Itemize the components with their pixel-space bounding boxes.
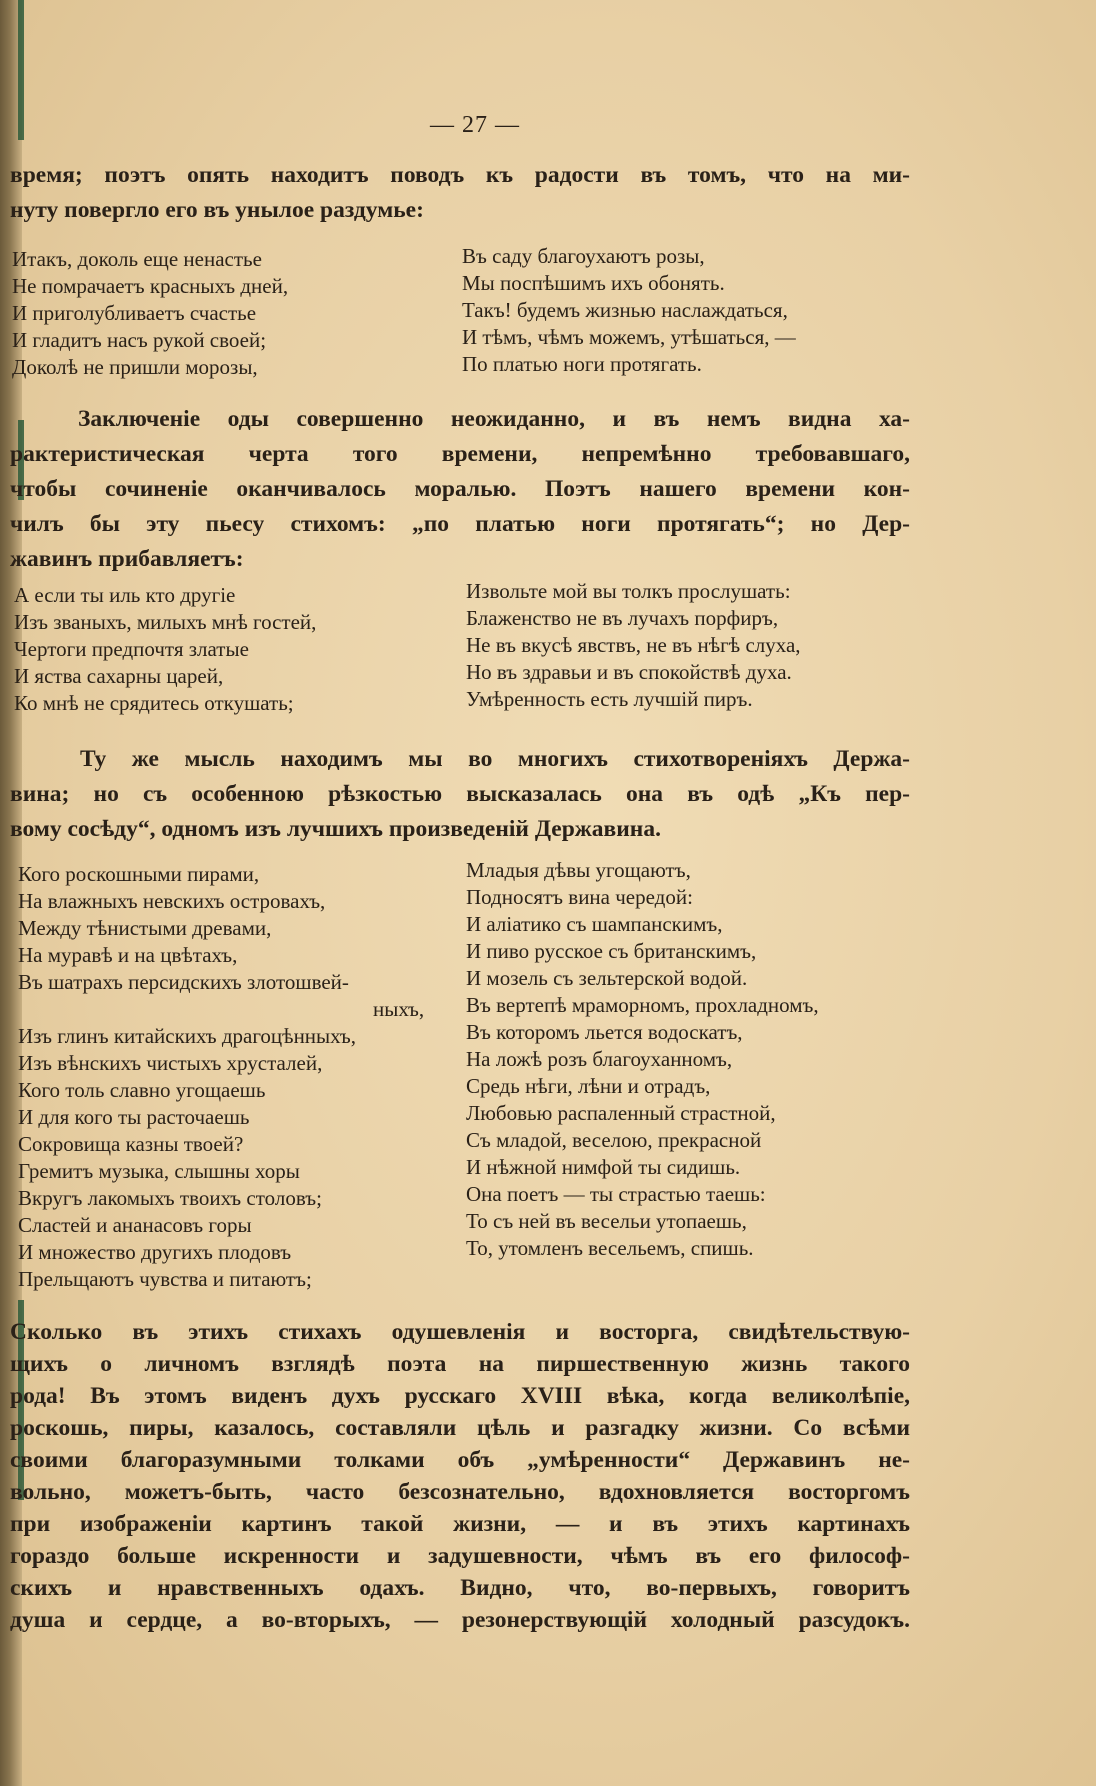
verse-line: На влажныхъ невскихъ островахъ, [18,889,326,913]
verse-line: Изъ вѣнскихъ чистыхъ хрусталей, [18,1051,323,1075]
verse-line: Между тѣнистыми древами, [18,916,272,940]
verse-line: Подносятъ вина чередой: [466,885,693,909]
text-line: рактеристическая черта того времени, непремѣнно требовавшаго, [10,441,910,467]
verse-line: И гладитъ насъ рукой своей; [12,328,267,352]
verse-line: Въ саду благоухаютъ розы, [462,244,705,268]
verse-line: Но въ здравьи и въ спокойствѣ духа. [466,660,792,684]
verse-line: Не помрачаетъ красныхъ дней, [12,274,289,298]
verse-line: Умѣренность есть лучшій пиръ. [466,687,753,711]
verse-3-left-column [18,861,424,1293]
verse-line: Чертоги предпочтя златые [14,637,249,661]
text-line: чилъ бы эту пьесу стихомъ: „по платью ноги протягать“; но Дер- [10,511,910,537]
binding-mark [18,0,24,140]
verse-line: Извольте мой вы толкъ прослушать: [466,579,791,603]
verse-line: На муравѣ и на цвѣтахъ, [18,943,238,967]
text-line: роскошь, пиры, казалось, составляли цѣль и разгадку жизни. Со всѣми [10,1415,910,1441]
verse-line: И тѣмъ, чѣмъ можемъ, утѣшаться, — [462,325,796,349]
verse-line: То, утомленъ весельемъ, спишь. [466,1236,754,1260]
text-line: время; поэтъ опять находитъ поводъ къ радости въ томъ, что на ми- [10,162,910,188]
verse-line: Младыя дѣвы угощаютъ, [466,858,691,882]
verse-2-left-column [14,582,316,717]
text-line: вольно, можетъ-быть, часто безсознательно, вдохновляется восторгомъ [10,1479,910,1505]
verse-line: Итакъ, доколь еще ненастье [12,247,262,271]
text-line: своими благоразумными толками объ „умѣренности“ Державинъ не- [10,1447,910,1473]
verse-1-left-column [12,246,288,381]
text-line: Сколько въ этихъ стихахъ одушевленія и восторга, свидѣтельствую- [10,1319,910,1345]
verse-line: Она поетъ — ты страстью таешь: [466,1182,766,1206]
verse-line: И множество другихъ плодовъ [18,1240,292,1264]
text-line: Заключеніе оды совершенно неожиданно, и въ немъ видна ха- [78,406,910,432]
text-line: скихъ и нравственныхъ одахъ. Видно, что, во-первыхъ, говоритъ [10,1575,910,1601]
paragraph-1 [10,158,910,228]
verse-line: Въ вертепѣ мраморномъ, прохладномъ, [466,993,819,1017]
verse-line: Изъ глинъ китайскихъ драгоцѣнныхъ, [18,1024,356,1048]
text-line: щихъ о личномъ взглядѣ поэта на пиршественную жизнь такого [10,1351,910,1377]
verse-line: И приголубливаетъ счастье [12,301,257,325]
verse-line: Средь нѣги, лѣни и отрадъ, [466,1074,711,1098]
verse-line: И нѣжной нимфой ты сидишь. [466,1155,741,1179]
verse-line: Въ которомъ льется водоскатъ, [466,1020,743,1044]
verse-line: Съ младой, веселою, прекрасной [466,1128,762,1152]
text-line: душа и сердце, а во-вторыхъ, — резонерствующій холодный разсудокъ. [10,1607,910,1633]
verse-2-right-column [466,578,801,713]
verse-line: Не въ вкусѣ явствъ, не въ нѣгѣ слуха, [466,633,801,657]
verse-line: И для кого ты расточаешь [18,1105,250,1129]
verse-line: А если ты иль кто другіе [14,583,236,607]
verse-line: Кого толь славно угощаешь [18,1078,266,1102]
text-line: вина; но съ особенною рѣзкостью высказалась она въ одѣ „Къ пер- [10,781,910,807]
verse-line: Ко мнѣ не срядитесь откушать; [14,691,294,715]
verse-line: Такъ! будемъ жизнью наслаждаться, [462,298,788,322]
page-number: — 27 — [430,112,520,138]
verse-line: Кого роскошными пирами, [18,862,260,886]
verse-line: Гремитъ музыка, слышны хоры [18,1159,300,1183]
verse-line: Изъ званыхъ, милыхъ мнѣ гостей, [14,610,317,634]
verse-line: Сластей и ананасовъ горы [18,1213,252,1237]
verse-line: Доколѣ не пришли морозы, [12,355,258,379]
text-line: вому сосѣду“, одномъ изъ лучшихъ произведеній Державина. [10,816,661,842]
verse-line: Мы поспѣшимъ ихъ обонять. [462,271,725,295]
text-line: гораздо больше искренности и задушевности, чѣмъ въ его философ- [10,1543,910,1569]
verse-line: На ложѣ розъ благоуханномъ, [466,1047,733,1071]
text-line: при изображеніи картинъ такой жизни, — и въ этихъ картинахъ [10,1511,910,1537]
verse-line: ныхъ, [373,997,425,1021]
paragraph-3 [10,742,910,847]
verse-line: Прельщаютъ чувства и питаютъ; [18,1267,312,1291]
verse-line: Въ шатрахъ персидскихъ злотошвей- [18,970,349,994]
verse-line: Любовью распаленный страстной, [466,1101,776,1125]
verse-line: По платью ноги протягать. [462,352,702,376]
verse-line: Блаженство не въ лучахъ порфиръ, [466,606,779,630]
verse-line: Сокровища казны твоей? [18,1132,244,1156]
verse-line: То съ ней въ весельи утопаешь, [466,1209,747,1233]
verse-line: Вкругъ лакомыхъ твоихъ столовъ; [18,1186,322,1210]
verse-line: И пиво русское съ британскимъ, [466,939,757,963]
text-line: нуту повергло его въ унылое раздумье: [10,197,424,223]
paragraph-4 [10,1316,910,1636]
verse-1-right-column [462,243,796,378]
verse-line: И мозель съ зельтерской водой. [466,966,748,990]
verse-3-right-column [466,857,819,1262]
paragraph-2 [10,402,910,577]
verse-line: И аліатико съ шампанскимъ, [466,912,723,936]
verse-line: И яства сахарны царей, [14,664,224,688]
text-line: рода! Въ этомъ виденъ духъ русскаго XVIII вѣка, когда великолѣпіе, [10,1383,910,1409]
text-line: жавинъ прибавляетъ: [10,546,244,572]
text-line: чтобы сочиненіе оканчивалось моралью. Поэтъ нашего времени кон- [10,476,910,502]
text-line: Ту же мысль находимъ мы во многихъ стихотвореніяхъ Держа- [80,746,910,772]
